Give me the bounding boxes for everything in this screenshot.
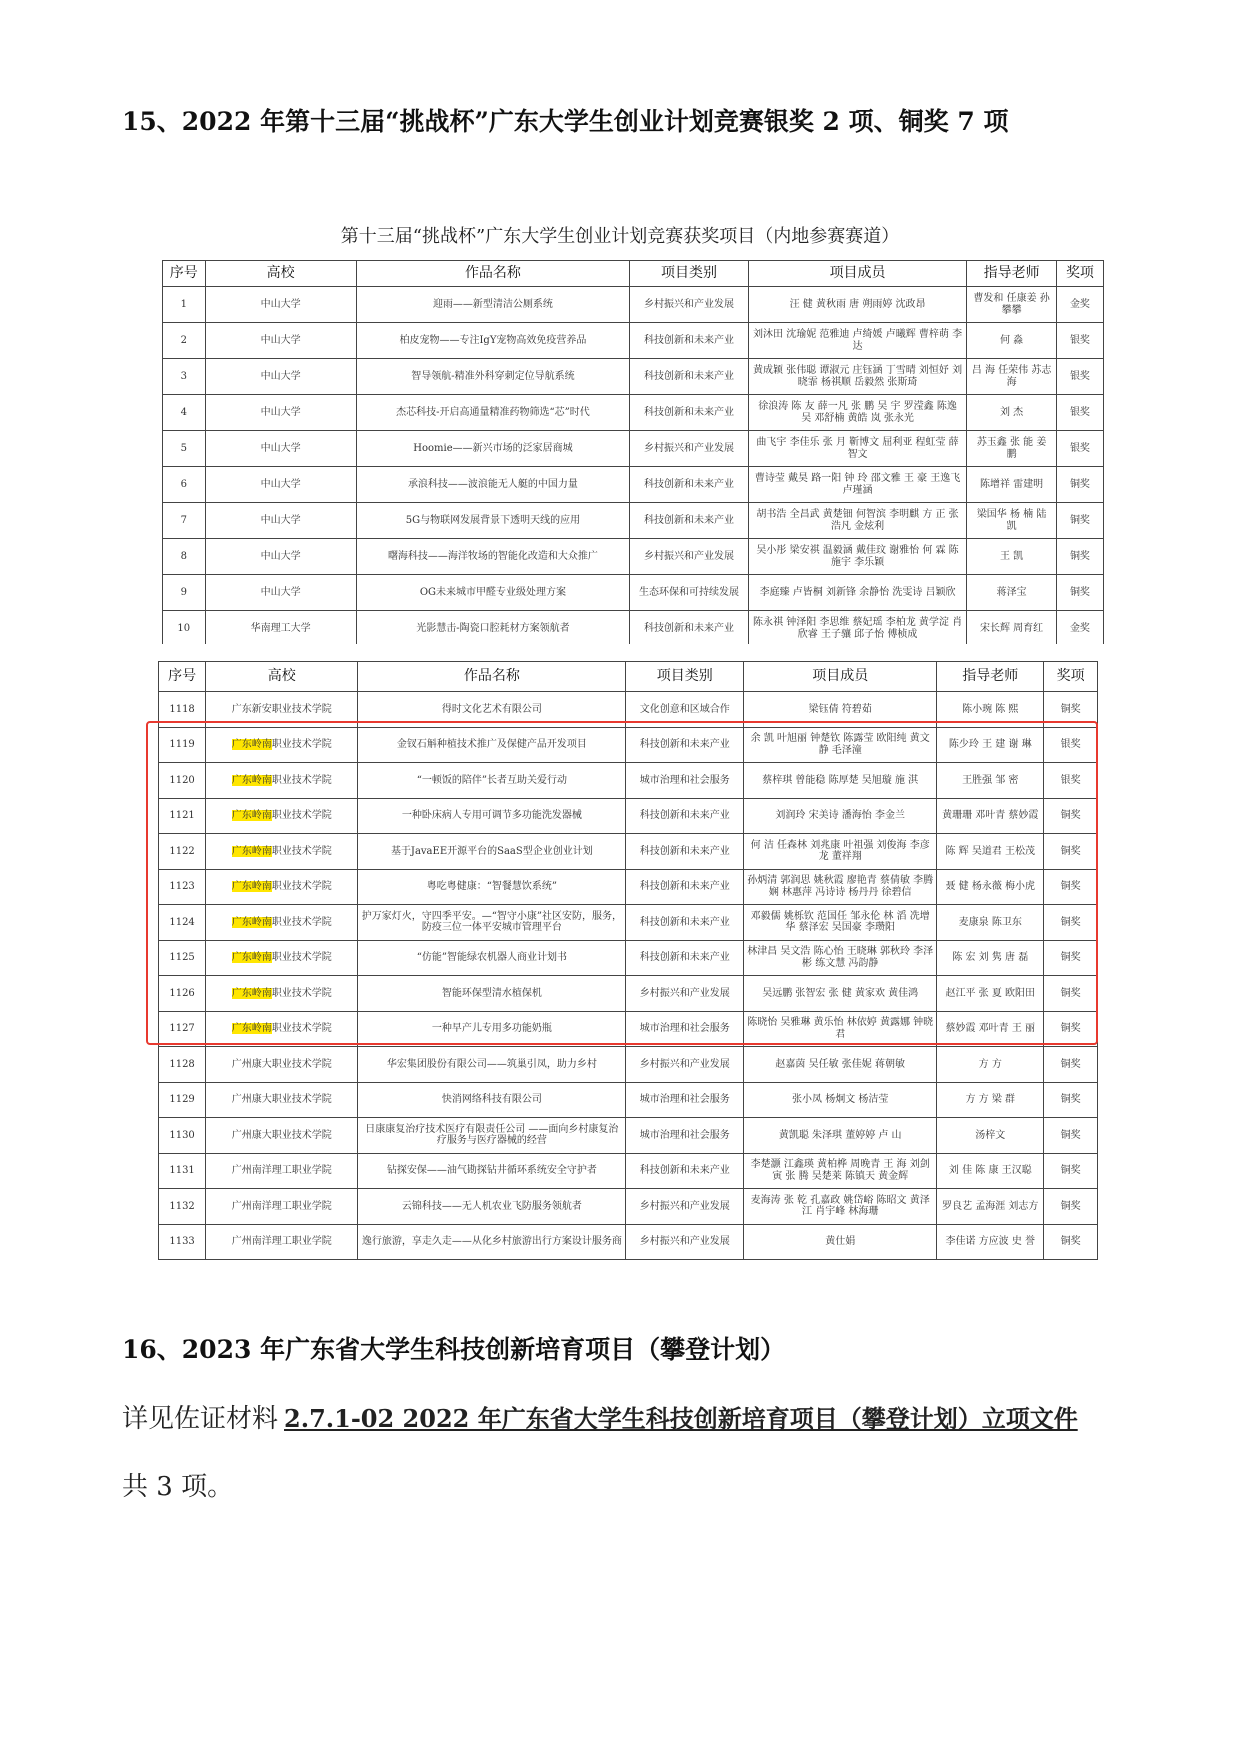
- cell-members: 胡书浩 全昌武 黄楚钿 何智滨 李明麒 方 正 张浩凡 金炫利: [748, 503, 966, 539]
- cell-members: 吴小彤 梁安祺 温毅涵 戴佳玟 谢雅怡 何 霖 陈施宇 李乐颖: [748, 539, 966, 575]
- section-heading-16: 16、2023 年广东省大学生科技创新培育项目（攀登计划）: [122, 1335, 786, 1364]
- cell-school: 中山大学: [205, 467, 356, 503]
- cell-members: 赵嘉茵 吴任敏 张佳妮 蒋朝敏: [744, 1047, 937, 1083]
- cell-advisors: 刘 佳 陈 康 王汉聪: [937, 1153, 1044, 1189]
- cell-members: 麦海涛 张 乾 孔嘉政 姚岱峪 陈昭文 黄泽江 肖宇峰 林海珊: [744, 1189, 937, 1225]
- header-advisors: 指导老师: [967, 261, 1057, 287]
- cell-category: 城市治理和社会服务: [626, 1082, 744, 1118]
- cell-school: 广东岭南职业技术学院: [206, 834, 358, 870]
- cell-index: 5: [163, 431, 206, 467]
- table-row: [159, 763, 1098, 799]
- table-row: [159, 869, 1098, 905]
- cell-members: 陈永祺 钟泽阳 李思维 蔡妃瑶 李柏龙 黄学淀 肖欣睿 王子骧 邱子怡 傅桢成: [748, 611, 966, 645]
- cell-award: 铜奖: [1044, 869, 1098, 905]
- cell-award: 银奖: [1056, 431, 1103, 467]
- cell-members: 李庭臻 卢皆桐 刘新锋 余静怡 洗雯诗 吕颖欣: [748, 575, 966, 611]
- cell-project: 一种早产儿专用多功能奶瓶: [358, 1011, 626, 1047]
- cell-school: 中山大学: [205, 575, 356, 611]
- cell-index: 1128: [159, 1047, 206, 1083]
- table-row: [159, 905, 1098, 941]
- cell-advisors: 何 淼: [967, 323, 1057, 359]
- cell-school: 广东新安职业技术学院: [206, 692, 358, 728]
- table-row: [163, 395, 1104, 431]
- cell-award: 银奖: [1056, 323, 1103, 359]
- cell-members: 余 凯 叶旭丽 钟楚钦 陈露莹 欧阳纯 黄文静 毛泽潼: [744, 727, 937, 763]
- cell-advisors: 聂 健 杨永薇 梅小虎: [937, 869, 1044, 905]
- cell-school: 华南理工大学: [205, 611, 356, 645]
- cell-school: 广州康大职业技术学院: [206, 1082, 358, 1118]
- cell-award: 铜奖: [1044, 834, 1098, 870]
- cell-advisors: 陈少玲 王 建 谢 琳: [937, 727, 1044, 763]
- cell-advisors: 陈增祥 雷建明: [967, 467, 1057, 503]
- cell-index: 1132: [159, 1189, 206, 1225]
- header-school: 高校: [206, 662, 358, 692]
- table-row: [163, 467, 1104, 503]
- cell-award: 铜奖: [1056, 575, 1103, 611]
- cell-category: 乡村振兴和产业发展: [626, 976, 744, 1012]
- cell-category: 城市治理和社会服务: [626, 763, 744, 799]
- cell-project: 智能环保型清水植保机: [358, 976, 626, 1012]
- award-table-1: [162, 260, 1104, 644]
- cell-members: 汪 健 黄秋雨 唐 朔雨婷 沈政昂: [748, 287, 966, 323]
- cell-members: 徐浪涛 陈 友 薛一凡 张 鹏 吴 宇 罗滢鑫 陈逸 吴 邓舒楠 黄皓 岚 张永光: [748, 395, 966, 431]
- cell-project: Hoomie——新兴市场的泛家居商城: [356, 431, 629, 467]
- table-row: [163, 323, 1104, 359]
- cell-members: 孙炳清 郭润思 姚秋霞 廖艳青 蔡倩敏 李腾娴 林惠萍 冯诗诗 杨丹丹 徐碧信: [744, 869, 937, 905]
- cell-award: 金奖: [1056, 287, 1103, 323]
- header-index: 序号: [163, 261, 206, 287]
- header-members: 项目成员: [748, 261, 966, 287]
- cell-category: 科技创新和未来产业: [626, 869, 744, 905]
- cell-members: 刘沐田 沈瑜妮 范雅迪 卢绮媛 卢曦辉 曹梓萌 李 达: [748, 323, 966, 359]
- cell-index: 1: [163, 287, 206, 323]
- cell-category: 乡村振兴和产业发展: [630, 539, 749, 575]
- cell-school: 中山大学: [205, 359, 356, 395]
- cell-category: 科技创新和未来产业: [630, 359, 749, 395]
- cell-members: 李楚灏 江鑫瑛 黄柏桦 周晚青 王 海 刘剑寅 张 腾 吴楚莱 陈镇天 黄金辉: [744, 1153, 937, 1189]
- cell-index: 1119: [159, 727, 206, 763]
- table-row: [159, 727, 1098, 763]
- cell-award: 银奖: [1056, 359, 1103, 395]
- cell-advisors: 方 方 梁 群: [937, 1082, 1044, 1118]
- cell-advisors: 蒋泽宝: [967, 575, 1057, 611]
- school-highlight: 广东岭南: [231, 845, 272, 857]
- cell-school: 广东岭南职业技术学院: [206, 798, 358, 834]
- cell-advisors: 刘 杰: [967, 395, 1057, 431]
- cell-project: 光影慧击-陶瓷口腔耗材方案领航者: [356, 611, 629, 645]
- school-highlight: 广东岭南: [231, 952, 272, 963]
- cell-advisors: 王胜强 邹 密: [937, 763, 1044, 799]
- cell-award: 铜奖: [1044, 1118, 1098, 1154]
- cell-school: 广州南洋理工职业学院: [206, 1189, 358, 1225]
- header-award: 奖项: [1044, 662, 1098, 692]
- cell-award: 铜奖: [1056, 539, 1103, 575]
- cell-advisors: 吕 海 任荣伟 苏志海: [967, 359, 1057, 395]
- cell-index: 10: [163, 611, 206, 645]
- cell-index: 1120: [159, 763, 206, 799]
- school-highlight: 广东岭南: [231, 987, 272, 999]
- cell-advisors: 李佳诺 方应波 史 誉: [937, 1224, 1044, 1260]
- cell-members: 黄凯聪 朱泽琪 董婷婷 卢 山: [744, 1118, 937, 1154]
- cell-advisors: 苏玉鑫 张 能 姜 鹏: [967, 431, 1057, 467]
- cell-index: 1122: [159, 834, 206, 870]
- cell-advisors: 陈小琬 陈 熙: [937, 692, 1044, 728]
- cell-index: 1130: [159, 1118, 206, 1154]
- cell-category: 科技创新和未来产业: [626, 798, 744, 834]
- cell-category: 科技创新和未来产业: [630, 395, 749, 431]
- cell-category: 乡村振兴和产业发展: [626, 1189, 744, 1225]
- cell-project: 基于JavaEE开源平台的SaaS型企业创业计划: [358, 834, 626, 870]
- header-award: 奖项: [1056, 261, 1103, 287]
- cell-award: 银奖: [1056, 395, 1103, 431]
- cell-members: 梁钰倩 符碧茹: [744, 692, 937, 728]
- table2-header-row: [159, 662, 1098, 692]
- cell-project: 快消网络科技有限公司: [358, 1082, 626, 1118]
- table-row: [159, 798, 1098, 834]
- cell-members: 吴远鹏 张智宏 张 健 黄家欢 黄佳鸿: [744, 976, 937, 1012]
- cell-award: 铜奖: [1056, 467, 1103, 503]
- table-row: [159, 692, 1098, 728]
- school-highlight: 广东岭南: [231, 881, 272, 892]
- header-members: 项目成员: [744, 662, 937, 692]
- cell-category: 科技创新和未来产业: [630, 467, 749, 503]
- cell-award: 铜奖: [1044, 905, 1098, 941]
- table-row: [159, 1118, 1098, 1154]
- cell-index: 1121: [159, 798, 206, 834]
- cell-award: 铜奖: [1044, 1011, 1098, 1047]
- table-row: [163, 503, 1104, 539]
- cell-index: 1124: [159, 905, 206, 941]
- cell-members: 曹诗莹 戴昊 路一阳 钟 玲 邵文雅 王 豪 王逸飞 卢瑾涵: [748, 467, 966, 503]
- cell-project: 护万家灯火，守四季平安。—“智守小康”社区安防，服务，防疫三位一体平安城市管理平台: [358, 905, 626, 941]
- table1-header-row: [163, 261, 1104, 287]
- cell-index: 8: [163, 539, 206, 575]
- school-highlight: 广东岭南: [231, 916, 272, 928]
- cell-index: 3: [163, 359, 206, 395]
- cell-index: 2: [163, 323, 206, 359]
- header-project: 作品名称: [356, 261, 629, 287]
- cell-project: 承浪科技——波浪能无人艇的中国力量: [356, 467, 629, 503]
- evidence-prefix: 详见佐证材料: [122, 1404, 279, 1434]
- cell-school: 中山大学: [205, 287, 356, 323]
- cell-school: 广东岭南职业技术学院: [206, 976, 358, 1012]
- table-row: [163, 611, 1104, 645]
- cell-category: 科技创新和未来产业: [626, 905, 744, 941]
- cell-project: 5G与物联网发展背景下透明天线的应用: [356, 503, 629, 539]
- cell-award: 金奖: [1056, 611, 1103, 645]
- cell-project: “仿能”智能绿农机器人商业计划书: [358, 940, 626, 976]
- cell-award: 铜奖: [1044, 1082, 1098, 1118]
- cell-award: 铜奖: [1044, 1153, 1098, 1189]
- cell-members: 曲飞宇 李佳乐 张 月 靳博文 屈利亚 程虹莹 薛智文: [748, 431, 966, 467]
- cell-school: 中山大学: [205, 539, 356, 575]
- table-title: 第十三届“挑战杯”广东大学生创业计划竞赛获奖项目（内地参赛赛道）: [340, 226, 900, 247]
- table-row: [159, 1189, 1098, 1225]
- cell-project: 得时文化艺术有限公司: [358, 692, 626, 728]
- cell-members: 林津昌 吴文浩 陈心怡 王晓琳 郭秋玲 李泽彬 练文慧 冯韵静: [744, 940, 937, 976]
- cell-category: 乡村振兴和产业发展: [626, 1224, 744, 1260]
- cell-project: 日康康复治疗技术医疗有限责任公司 ——面向乡村康复治疗服务与医疗器械的经营: [358, 1118, 626, 1154]
- cell-school: 广州康大职业技术学院: [206, 1118, 358, 1154]
- cell-award: 铜奖: [1044, 1224, 1098, 1260]
- cell-index: 1126: [159, 976, 206, 1012]
- cell-advisors: 方 方: [937, 1047, 1044, 1083]
- cell-advisors: 梁国华 杨 楠 陆 凯: [967, 503, 1057, 539]
- cell-index: 9: [163, 575, 206, 611]
- table-row: [163, 431, 1104, 467]
- table-row: [159, 1224, 1098, 1260]
- school-highlight: 广东岭南: [231, 774, 272, 786]
- cell-index: 6: [163, 467, 206, 503]
- cell-index: 1123: [159, 869, 206, 905]
- cell-project: 曙海科技——海洋牧场的智能化改造和大众推广: [356, 539, 629, 575]
- cell-project: 柏皮宠物——专注IgY宠物高效免疫营养品: [356, 323, 629, 359]
- table-row: [163, 359, 1104, 395]
- cell-category: 城市治理和社会服务: [626, 1118, 744, 1154]
- header-school: 高校: [205, 261, 356, 287]
- cell-school: 广东岭南职业技术学院: [206, 1011, 358, 1047]
- school-highlight: 广东岭南: [231, 810, 272, 821]
- cell-advisors: 汤梓文: [937, 1118, 1044, 1154]
- table-row: [163, 287, 1104, 323]
- cell-award: 铜奖: [1044, 940, 1098, 976]
- cell-project: 一种卧床病人专用可调节多功能洗发器械: [358, 798, 626, 834]
- cell-index: 7: [163, 503, 206, 539]
- cell-project: 金钗石斛种植技术推广及保健产品开发项目: [358, 727, 626, 763]
- table-row: [159, 940, 1098, 976]
- cell-award: 铜奖: [1044, 798, 1098, 834]
- cell-school: 中山大学: [205, 431, 356, 467]
- cell-category: 科技创新和未来产业: [630, 503, 749, 539]
- cell-advisors: 陈 辉 吴道君 王松茂: [937, 834, 1044, 870]
- cell-school: 中山大学: [205, 323, 356, 359]
- cell-award: 铜奖: [1044, 1189, 1098, 1225]
- cell-index: 1129: [159, 1082, 206, 1118]
- cell-members: 蔡梓琪 曾能稳 陈厚楚 吴旭璇 施 淇: [744, 763, 937, 799]
- cell-school: 广东岭南职业技术学院: [206, 905, 358, 941]
- cell-advisors: 王 凯: [967, 539, 1057, 575]
- cell-category: 科技创新和未来产业: [630, 611, 749, 645]
- cell-category: 文化创意和区域合作: [626, 692, 744, 728]
- cell-advisors: 蔡妙霞 邓叶青 王 丽: [937, 1011, 1044, 1047]
- cell-index: 1125: [159, 940, 206, 976]
- header-category: 项目类别: [630, 261, 749, 287]
- cell-award: 铜奖: [1044, 1047, 1098, 1083]
- cell-award: 铜奖: [1056, 503, 1103, 539]
- cell-school: 中山大学: [205, 395, 356, 431]
- cell-project: 智导领航-精准外科穿刺定位导航系统: [356, 359, 629, 395]
- cell-school: 广东岭南职业技术学院: [206, 763, 358, 799]
- cell-category: 科技创新和未来产业: [626, 940, 744, 976]
- cell-category: 科技创新和未来产业: [626, 1153, 744, 1189]
- count-line: 共 3 项。: [122, 1472, 234, 1502]
- cell-school: 广州南洋理工职业学院: [206, 1153, 358, 1189]
- table-row: [159, 1011, 1098, 1047]
- table1-clip: [150, 258, 1120, 644]
- cell-index: 1127: [159, 1011, 206, 1047]
- cell-advisors: 宋长辉 周育红: [967, 611, 1057, 645]
- table-row: [163, 539, 1104, 575]
- table-row: [159, 1082, 1098, 1118]
- table1-body: [163, 287, 1104, 645]
- cell-award: 银奖: [1044, 727, 1098, 763]
- cell-school: 广州南洋理工职业学院: [206, 1224, 358, 1260]
- cell-school: 广州康大职业技术学院: [206, 1047, 358, 1083]
- header-category: 项目类别: [626, 662, 744, 692]
- cell-project: 云锦科技——无人机农业飞防服务领航者: [358, 1189, 626, 1225]
- school-highlight: 广东岭南: [231, 1023, 272, 1034]
- table-row: [159, 834, 1098, 870]
- cell-category: 乡村振兴和产业发展: [626, 1047, 744, 1083]
- cell-project: OG未来城市甲醛专业级处理方案: [356, 575, 629, 611]
- cell-members: 陈晓怡 吴雅琳 黄乐怡 林依婷 黄露娜 钟晓君: [744, 1011, 937, 1047]
- cell-advisors: 罗良艺 孟海涯 刘志方: [937, 1189, 1044, 1225]
- cell-category: 乡村振兴和产业发展: [630, 431, 749, 467]
- table-row: [159, 1153, 1098, 1189]
- cell-school: 广东岭南职业技术学院: [206, 869, 358, 905]
- cell-advisors: 赵江平 张 夏 欧阳田: [937, 976, 1044, 1012]
- cell-members: 张小凤 杨炯文 杨洁莹: [744, 1082, 937, 1118]
- cell-advisors: 麦康泉 陈卫东: [937, 905, 1044, 941]
- cell-members: 黄仕娟: [744, 1224, 937, 1260]
- cell-members: 邓毅儒 姚栎钦 范国任 邹永伦 林 滔 冼增华 蔡泽宏 吴国豪 李瓒阳: [744, 905, 937, 941]
- table2-body: [159, 692, 1098, 1260]
- cell-advisors: 陈 宏 刘 隽 唐 磊: [937, 940, 1044, 976]
- cell-advisors: 黄珊珊 邓叶青 蔡妙霞: [937, 798, 1044, 834]
- evidence-reference: 2.7.1-02 2022 年广东省大学生科技创新培育项目（攀登计划）立项文件: [284, 1404, 1078, 1433]
- cell-project: 逸行旅游，享走久走——从化乡村旅游出行方案设计服务商: [358, 1224, 626, 1260]
- cell-category: 城市治理和社会服务: [626, 1011, 744, 1047]
- header-advisors: 指导老师: [937, 662, 1044, 692]
- cell-index: 1133: [159, 1224, 206, 1260]
- cell-project: 迎雨——新型清洁公厕系统: [356, 287, 629, 323]
- cell-category: 科技创新和未来产业: [626, 727, 744, 763]
- cell-category: 科技创新和未来产业: [626, 834, 744, 870]
- cell-category: 科技创新和未来产业: [630, 323, 749, 359]
- cell-members: 何 洁 任森林 刘兆康 叶祖强 刘俊海 李彦龙 董祥翔: [744, 834, 937, 870]
- school-highlight: 广东岭南: [231, 739, 272, 750]
- cell-project: 粤吃粤健康：“智餐慧饮系统”: [358, 869, 626, 905]
- section-heading-15: 15、2022 年第十三届“挑战杯”广东大学生创业计划竞赛银奖 2 项、铜奖 7 项: [122, 107, 1009, 136]
- cell-category: 乡村振兴和产业发展: [630, 287, 749, 323]
- cell-members: 黄成颖 张伟聪 谭淑元 庄钰涵 丁雪晴 刘恒妤 刘晓霏 杨祺顺 岳毅然 张斯琦: [748, 359, 966, 395]
- cell-project: 杰芯科技-开启高通量精准药物筛选“芯”时代: [356, 395, 629, 431]
- table-row: [159, 1047, 1098, 1083]
- cell-index: 1131: [159, 1153, 206, 1189]
- cell-school: 广东岭南职业技术学院: [206, 940, 358, 976]
- cell-award: 铜奖: [1044, 976, 1098, 1012]
- cell-project: 钻探安保——油气勘探钻井循环系统安全守护者: [358, 1153, 626, 1189]
- cell-members: 刘润玲 宋美诗 潘海怡 李金兰: [744, 798, 937, 834]
- cell-project: 华宏集团股份有限公司——筑巢引凤，助力乡村: [358, 1047, 626, 1083]
- cell-award: 铜奖: [1044, 692, 1098, 728]
- header-project: 作品名称: [358, 662, 626, 692]
- cell-project: “一顿饭的陪伴”长者互助关爱行动: [358, 763, 626, 799]
- cell-index: 1118: [159, 692, 206, 728]
- award-table-2: [158, 661, 1098, 1260]
- header-index: 序号: [159, 662, 206, 692]
- table-row: [163, 575, 1104, 611]
- evidence-line: [122, 1398, 1078, 1435]
- cell-category: 生态环保和可持续发展: [630, 575, 749, 611]
- cell-advisors: 曹发和 任康姜 孙攀攀: [967, 287, 1057, 323]
- cell-index: 4: [163, 395, 206, 431]
- cell-school: 广东岭南职业技术学院: [206, 727, 358, 763]
- cell-school: 中山大学: [205, 503, 356, 539]
- table-row: [159, 976, 1098, 1012]
- cell-award: 银奖: [1044, 763, 1098, 799]
